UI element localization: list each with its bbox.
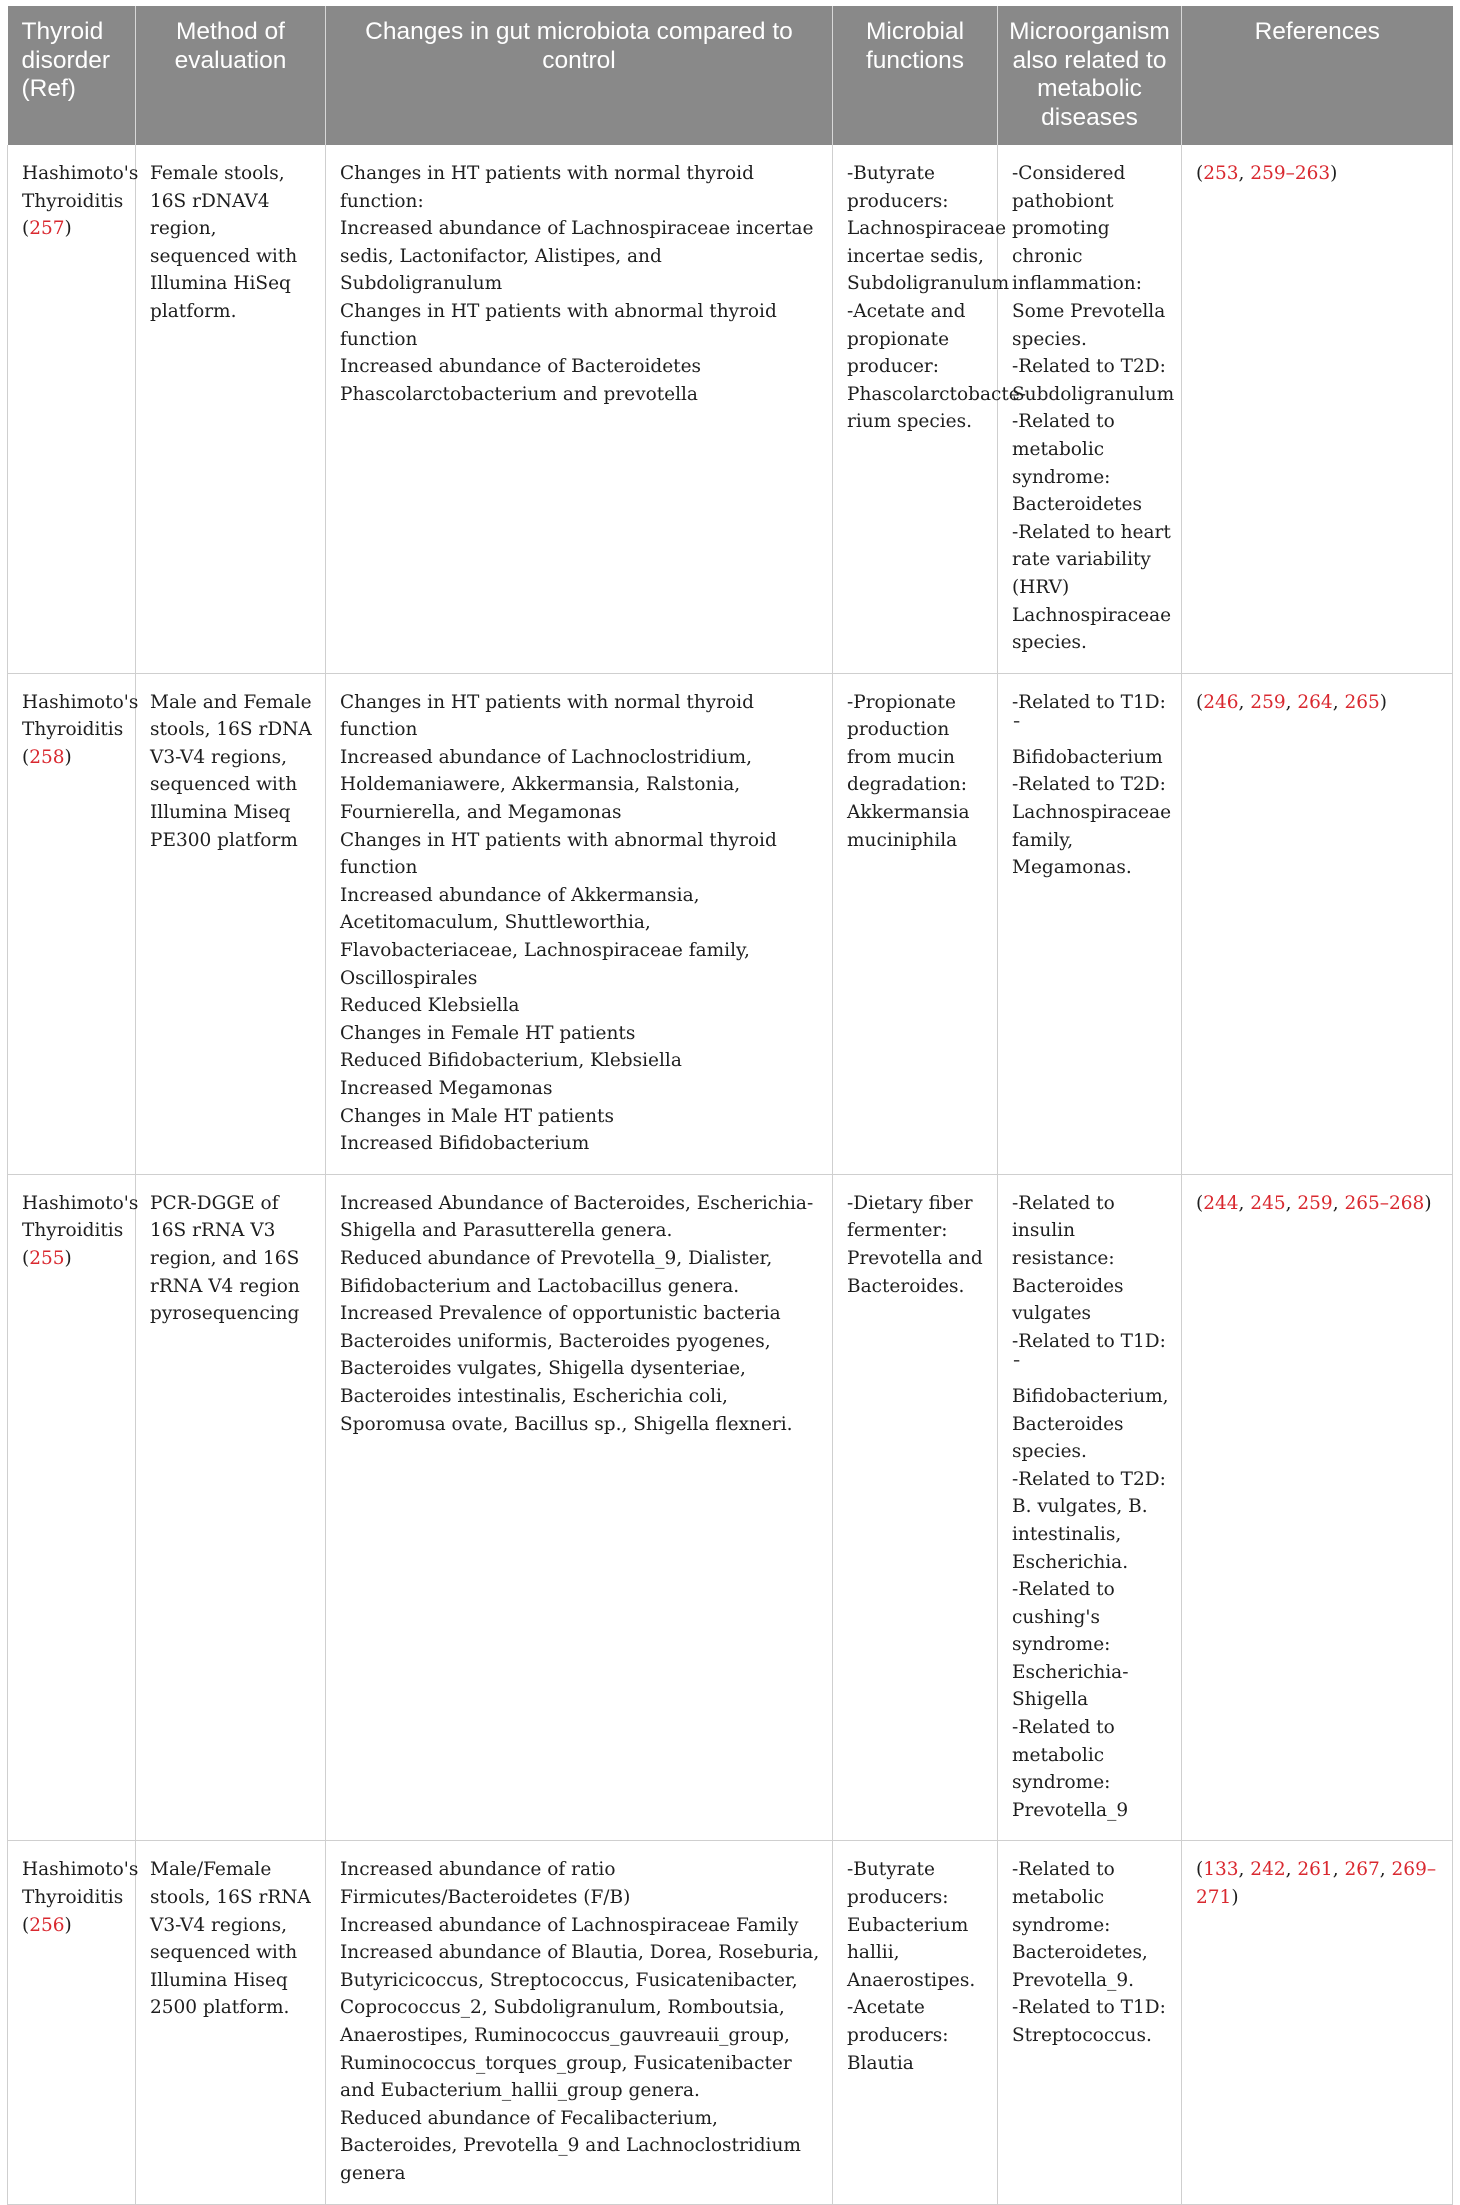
table-row <box>8 1841 1453 2204</box>
table-row <box>8 1174 1453 1841</box>
related-line: -Related to cushing's syndrome: Escherichia-Shigella <box>1012 1579 1129 1711</box>
ref-punct: , <box>1238 163 1251 184</box>
related-line: -Related to T2D: B. vulgates, B. intestinalis, Escherichia. <box>1012 1468 1166 1573</box>
related-line: -Related to metabolic syndrome: Prevotella_9 <box>1012 1717 1129 1821</box>
references-cell <box>1182 1841 1453 2204</box>
ref-link[interactable]: 242 <box>1250 1859 1286 1881</box>
ref-punct: , <box>1238 1859 1251 1881</box>
change-line: Reduced Klebsiella <box>340 995 520 1017</box>
ref-punct: , <box>1285 1192 1298 1214</box>
disorder-name: Hashimoto's Thyroiditis <box>22 691 139 741</box>
related-line: -Related to T2D: Lachnospiraceae family, Megamonas. <box>1012 774 1172 879</box>
references-cell <box>1182 673 1453 1174</box>
ref-link[interactable]: 244 <box>1203 1192 1239 1214</box>
change-line: Increased abundance of Bacteroidetes Phascolarctobacterium and prevotella <box>340 356 702 405</box>
table-row <box>8 673 1453 1174</box>
change-line: Reduced Bifidobacterium, Klebsiella <box>340 1050 682 1072</box>
change-line: Increased abundance of Lachnospiraceae incertae sedis, Lactonifactor, Alistipes, and Subdoligranulum <box>340 218 814 295</box>
change-line: Changes in HT patients with normal thyroid function: <box>340 163 754 212</box>
method-cell: Male/Female stools, 16S rRNA V3-V4 regions, sequenced with Illumina Hiseq 2500 platform. <box>136 1841 326 2204</box>
disorder-name: Hashimoto's Thyroiditis <box>22 1859 139 1909</box>
change-line: Increased Bifidobacterium <box>340 1133 590 1155</box>
function-line: -Butyrate producers: Lachnospiraceae incertae sedis, Subdoligranulum <box>847 163 1010 295</box>
ref-punct: ) <box>1379 691 1387 713</box>
ref-punct: , <box>1238 691 1251 713</box>
function-line: -Propionate production from mucin degradation: Akkermansia muciniphila <box>847 691 970 851</box>
function-line: -Dietary fiber fermenter: Prevotella and Bacteroides. <box>847 1192 983 1297</box>
ref-link[interactable]: 261 <box>1297 1859 1333 1881</box>
col-functions: Microbial functions <box>833 6 998 145</box>
ref-link[interactable]: 264 <box>1297 691 1333 713</box>
ref-punct: , <box>1332 691 1345 713</box>
disorder-name: Hashimoto's Thyroiditis <box>22 1192 139 1242</box>
change-line: Increased abundance of Akkermansia, Acetitomaculum, Shuttleworthia, Flavobacteriaceae, Lachnospiraceae family, Oscillospirales <box>340 884 750 989</box>
ref-link[interactable]: 245 <box>1250 1192 1286 1214</box>
related-cell <box>998 1174 1182 1841</box>
header-row <box>8 6 1453 145</box>
ref-punct: ( <box>1196 163 1204 184</box>
related-line: -Related to T1D: ¯ Bifidobacterium, Bacteroides species. <box>1012 1330 1169 1463</box>
related-line: -Related to T1D: ¯ Bifidobacterium <box>1012 691 1166 768</box>
change-line: Changes in Female HT patients <box>340 1022 636 1044</box>
disorder-ref-link[interactable]: 256 <box>29 1914 65 1936</box>
related-line: -Related to insulin resistance: Bacteroides vulgates <box>1012 1192 1124 1325</box>
ref-punct: ) <box>1231 1887 1239 1909</box>
related-cell <box>998 673 1182 1174</box>
col-related: Microorganism also related to metabolic diseases <box>998 6 1182 145</box>
ref-punct: ( <box>1196 1192 1204 1214</box>
function-line: -Acetate and propionate producer: Phascolarctobacte-rium species. <box>847 300 1026 433</box>
ref-punct: ) <box>1424 1192 1432 1214</box>
ref-punct: ) <box>1330 163 1338 184</box>
ref-punct: ( <box>1196 1859 1204 1881</box>
changes-cell <box>326 145 833 673</box>
change-line: Changes in HT patients with abnormal thyroid function <box>340 300 777 350</box>
functions-cell <box>833 1841 998 2204</box>
ref-punct: , <box>1332 1192 1345 1214</box>
ref-punct: , <box>1379 1859 1392 1881</box>
disorder-cell: Hashimoto's Thyroiditis (258) <box>8 673 136 1174</box>
change-line: Changes in HT patients with normal thyroid function <box>340 691 754 741</box>
related-line: -Related to heart rate variability (HRV) Lachnospiraceae species. <box>1012 521 1172 654</box>
change-line: Reduced abundance of Fecalibacterium, Bacteroides, Prevotella_9 and Lachnoclostridium genera <box>340 2107 801 2184</box>
related-line: -Related to metabolic syndrome: Bacteroidetes, Prevotella_9. <box>1012 1859 1148 1991</box>
method-cell: Female stools, 16S rDNAV4 region, sequenced with Illumina HiSeq platform. <box>136 145 326 673</box>
references-cell <box>1182 1174 1453 1841</box>
functions-cell <box>833 1174 998 1841</box>
change-line: Increased abundance of ratio Firmicutes/Bacteroidetes (F/B) <box>340 1859 631 1909</box>
ref-link[interactable]: 246 <box>1203 691 1239 713</box>
ref-link[interactable]: 259 <box>1250 691 1286 713</box>
ref-link[interactable]: 265 <box>1344 691 1380 713</box>
col-method: Method of evaluation <box>136 6 326 145</box>
disorder-ref-link[interactable]: 258 <box>29 746 65 768</box>
changes-cell <box>326 673 833 1174</box>
ref-link[interactable]: 253 <box>1203 163 1239 184</box>
change-line: Increased abundance of Lachnoclostridium, Holdemaniawere, Akkermansia, Ralstonia, Fournierella, and Megamonas <box>340 746 752 824</box>
functions-cell <box>833 145 1026 673</box>
ref-punct: , <box>1285 691 1298 713</box>
ref-punct: , <box>1332 1859 1345 1881</box>
change-line: Increased Abundance of Bacteroides, Escherichia-Shigella and Parasutterella genera. <box>340 1192 814 1242</box>
disorder-cell: Hashimoto's Thyroiditis (255) <box>8 1174 136 1841</box>
related-line: -Related to metabolic syndrome: Bacteroidetes <box>1012 411 1142 516</box>
related-cell <box>998 1841 1182 2204</box>
related-cell <box>998 145 1182 673</box>
disorder-ref-link[interactable]: 255 <box>29 1247 65 1269</box>
function-line: -Butyrate producers: Eubacterium hallii, Anaerostipes. <box>847 1859 976 1991</box>
related-line: -Related to T1D: Streptococcus. <box>1012 1997 1166 2046</box>
disorder-ref-link[interactable]: 257 <box>29 218 65 240</box>
ref-link[interactable]: 259 <box>1297 1192 1333 1214</box>
change-line: Changes in Male HT patients <box>340 1105 614 1127</box>
references-cell <box>1182 145 1453 673</box>
changes-cell <box>326 1841 833 2204</box>
method-cell: PCR-DGGE of 16S rRNA V3 region, and 16S rRNA V4 region pyrosequencing <box>136 1174 326 1841</box>
col-changes: Changes in gut microbiota compared to control <box>326 6 833 145</box>
method-cell: Male and Female stools, 16S rDNA V3-V4 regions, sequenced with Illumina Miseq PE300 platform <box>136 673 326 1174</box>
change-line: Changes in HT patients with abnormal thyroid function <box>340 829 777 879</box>
ref-link[interactable]: 133 <box>1203 1859 1239 1881</box>
disorder-cell: Hashimoto's Thyroiditis (257) <box>8 145 136 673</box>
microbiota-table <box>7 6 1453 2205</box>
col-thyroid-disorder: Thyroid disorder (Ref) <box>8 6 136 145</box>
ref-link[interactable]: 269–271 <box>1196 1859 1437 1909</box>
col-references: References <box>1182 6 1453 145</box>
functions-cell <box>833 673 998 1174</box>
disorder-cell: Hashimoto's Thyroiditis (256) <box>8 1841 136 2204</box>
ref-link[interactable]: 267 <box>1344 1859 1380 1881</box>
related-line: -Related to T2D: Subdoligranulum <box>1012 356 1175 405</box>
changes-cell <box>326 1174 833 1841</box>
change-line: Increased Prevalence of opportunistic bacteria Bacteroides uniformis, Bacteroides pyogenes, Bacteroides vulgates, Shigella dysenteriae, Bacteroides intestinalis, Escherichia coli, Sporomusa ovate, Bacillus sp., Shigella flexneri. <box>340 1303 793 1435</box>
related-line: -Considered pathobiont promoting chronic inflammation: Some Prevotella species. <box>1012 163 1166 350</box>
change-line: Reduced abundance of Prevotella_9, Dialister, Bifidobacterium and Lactobacillus genera. <box>340 1247 773 1297</box>
ref-punct: , <box>1238 1192 1251 1214</box>
ref-punct: ( <box>1196 691 1204 713</box>
ref-link[interactable]: 265–268 <box>1344 1192 1425 1214</box>
change-line: Increased abundance of Blautia, Dorea, Roseburia, Butyricicoccus, Streptococcus, Fusicatenibacter, Coprococcus_2, Subdoligranulum, Romboutsia, Anaerostipes, Ruminococcus_gauvreauii_group, Ruminococcus_torques_group, Fusicatenibacter and Eubacterium_hallii_group genera. <box>340 1942 820 2102</box>
ref-link[interactable]: 259–263 <box>1250 163 1331 184</box>
change-line: Increased Megamonas <box>340 1078 553 1099</box>
change-line: Increased abundance of Lachnospiraceae Family <box>340 1914 799 1936</box>
function-line: -Acetate producers: Blautia <box>847 1997 949 2074</box>
ref-punct: , <box>1285 1859 1298 1881</box>
disorder-name: Hashimoto's Thyroiditis <box>22 163 139 212</box>
table-row <box>8 145 1453 673</box>
